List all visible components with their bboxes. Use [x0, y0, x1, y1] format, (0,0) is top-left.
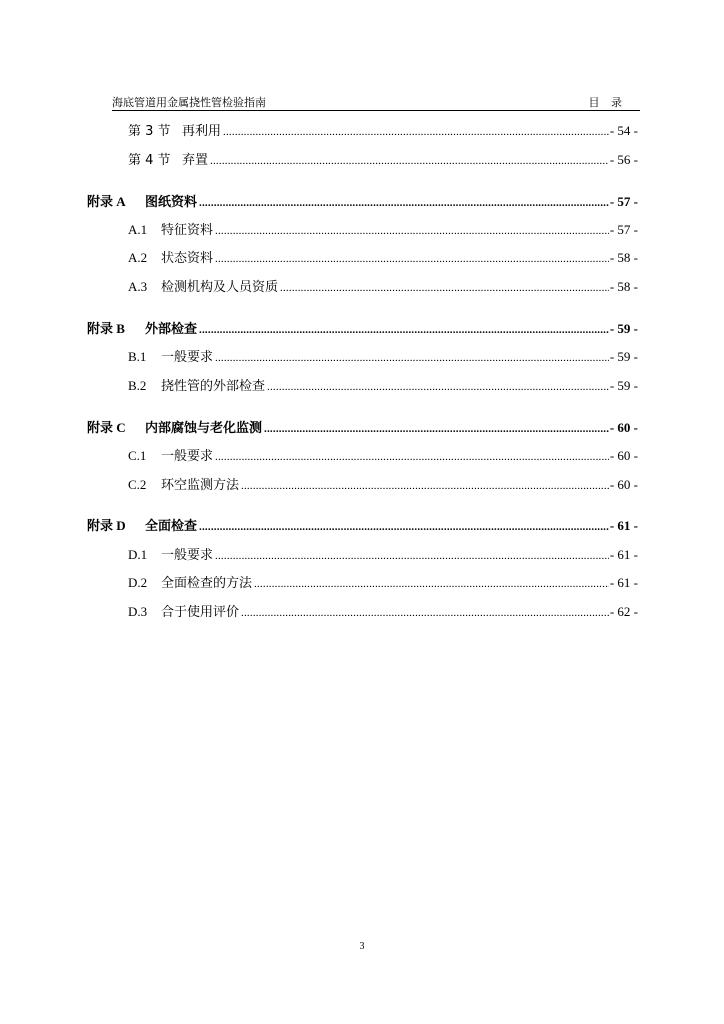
toc-entry-page: - 61 - — [609, 547, 638, 562]
toc-entry-appendix-a[interactable] — [87, 192, 638, 212]
section-title: 目 录 — [588, 96, 626, 109]
toc-entry-title: 弃置 — [182, 153, 209, 168]
toc-entry-d3[interactable] — [128, 602, 638, 622]
toc-entry-title: 环空监测方法 — [161, 478, 240, 493]
dot-leader — [241, 603, 609, 623]
toc-entry-title: 一般要求 — [161, 350, 214, 365]
toc-entry-number: D.3 — [128, 604, 148, 619]
toc-entry-number: 第 4 节 — [128, 153, 171, 168]
toc-entry-page: - 59 - — [609, 378, 638, 393]
toc-entry-number: 附录 B — [87, 321, 125, 336]
page-number: 3 — [359, 941, 365, 952]
toc-entry-page: - 59 - — [609, 349, 638, 364]
toc-entry-title: 合于使用评价 — [161, 605, 240, 620]
toc-entry-a3[interactable] — [128, 277, 638, 297]
dot-leader — [264, 419, 609, 439]
toc-entry-title: 状态资料 — [161, 251, 214, 266]
dot-leader — [215, 447, 609, 467]
toc-entry-title: 图纸资料 — [145, 195, 198, 210]
toc-entry-appendix-d[interactable] — [87, 516, 638, 536]
toc-entry-number: C.2 — [128, 477, 147, 492]
toc-entry-title: 外部检查 — [145, 322, 198, 337]
dot-leader — [241, 476, 609, 496]
toc-entry-number: D.2 — [128, 575, 148, 590]
toc-entry-appendix-c[interactable] — [87, 418, 638, 438]
toc-entry-d2[interactable] — [128, 573, 638, 593]
toc-entry-page: - 54 - — [609, 123, 638, 138]
toc-entry-a2[interactable] — [128, 248, 638, 268]
toc-entry-title: 检测机构及人员资质 — [161, 280, 279, 295]
toc-entry-page: - 59 - — [609, 321, 638, 336]
document-title: 海底管道用金属挠性管检验指南 — [112, 96, 266, 109]
dot-leader — [254, 574, 609, 594]
dot-leader — [199, 517, 609, 537]
toc-entry-number: B.1 — [128, 349, 147, 364]
dot-leader — [210, 151, 609, 171]
toc-entry-title: 一般要求 — [161, 548, 214, 563]
toc-entry-page: - 60 - — [609, 448, 638, 463]
toc-entry-page: - 57 - — [609, 194, 638, 209]
dot-leader — [280, 278, 609, 298]
toc-entry-number: 附录 C — [87, 420, 126, 435]
toc-entry-title: 内部腐蚀与老化监测 — [145, 421, 263, 436]
dot-leader — [267, 377, 609, 397]
toc-entry-number: A.3 — [128, 279, 148, 294]
toc-entry-d1[interactable] — [128, 545, 638, 565]
toc-entry-c1[interactable] — [128, 446, 638, 466]
toc-entry-number: 附录 D — [87, 518, 126, 533]
toc-entry-page: - 57 - — [609, 222, 638, 237]
toc-entry-section-3[interactable] — [128, 121, 638, 141]
dot-leader — [199, 193, 609, 213]
toc-entry-number: B.2 — [128, 378, 147, 393]
toc-entry-number: 第 3 节 — [128, 124, 171, 139]
toc-entry-page: - 60 - — [609, 477, 638, 492]
toc-entry-b1[interactable] — [128, 347, 638, 367]
toc-entry-number: 附录 A — [87, 194, 126, 209]
toc-entry-page: - 60 - — [609, 420, 638, 435]
toc-entry-title: 特征资料 — [161, 223, 214, 238]
toc-entry-title: 全面检查的方法 — [161, 576, 253, 591]
toc-entry-number: A.1 — [128, 222, 148, 237]
toc-entry-page: - 61 - — [609, 575, 638, 590]
toc-entry-title: 再利用 — [182, 124, 222, 139]
toc-entry-page: - 61 - — [609, 518, 638, 533]
running-header — [112, 92, 640, 111]
toc-entry-page: - 56 - — [609, 152, 638, 167]
toc-entry-title: 一般要求 — [161, 449, 214, 464]
toc-entry-title: 全面检查 — [145, 519, 198, 534]
toc-entry-section-4[interactable] — [128, 150, 638, 170]
dot-leader — [215, 348, 609, 368]
toc-entry-b2[interactable] — [128, 376, 638, 396]
dot-leader — [223, 122, 609, 142]
dot-leader — [199, 320, 609, 340]
toc-entry-number: D.1 — [128, 547, 148, 562]
dot-leader — [215, 221, 609, 241]
toc-entry-number: C.1 — [128, 448, 147, 463]
toc-entry-a1[interactable] — [128, 220, 638, 240]
dot-leader — [215, 546, 609, 566]
toc-entry-page: - 58 - — [609, 250, 638, 265]
toc-entry-number: A.2 — [128, 250, 148, 265]
toc-entry-page: - 58 - — [609, 279, 638, 294]
toc-entry-c2[interactable] — [128, 475, 638, 495]
toc-entry-page: - 62 - — [609, 604, 638, 619]
dot-leader — [215, 249, 609, 269]
toc-entry-appendix-b[interactable] — [87, 319, 638, 339]
toc-entry-title: 挠性管的外部检查 — [161, 379, 266, 394]
